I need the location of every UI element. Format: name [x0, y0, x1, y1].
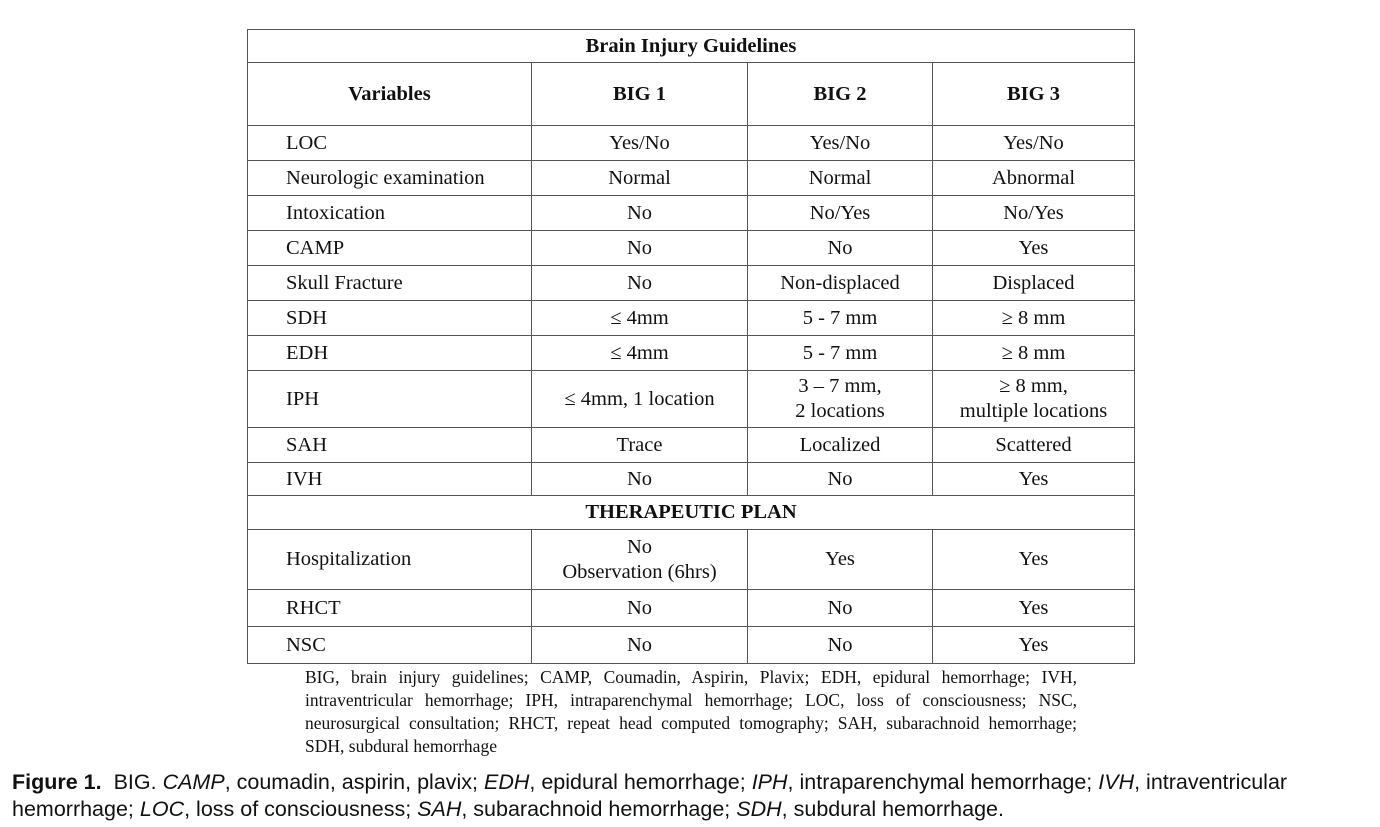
table-row — [248, 161, 1135, 196]
table-cell: 3 – 7 mm, 2 locations — [748, 371, 933, 428]
table-cell: Localized — [748, 428, 933, 463]
table-cell: 5 - 7 mm — [748, 336, 933, 371]
column-header: BIG 3 — [933, 63, 1135, 126]
table-row — [248, 428, 1135, 463]
variable-label: SAH — [248, 428, 532, 463]
variable-label: SDH — [248, 301, 532, 336]
therapeutic-plan-body — [248, 530, 1135, 664]
table-cell: Displaced — [933, 266, 1135, 301]
table-cell: No — [532, 231, 748, 266]
table-cell: Yes — [748, 530, 933, 590]
table-cell: Normal — [748, 161, 933, 196]
caption-terms — [12, 770, 1287, 821]
variables-body — [248, 126, 1135, 496]
column-header: BIG 1 — [532, 63, 748, 126]
variable-label: Hospitalization — [248, 530, 532, 590]
table-cell: ≤ 4mm — [532, 301, 748, 336]
table-cell: Yes — [933, 463, 1135, 496]
table-cell: No — [748, 590, 933, 627]
table-row — [248, 196, 1135, 231]
guidelines-table — [247, 29, 1135, 664]
table-cell: Abnormal — [933, 161, 1135, 196]
variable-label: Neurologic examination — [248, 161, 532, 196]
table-cell: Yes — [933, 590, 1135, 627]
table-row — [248, 627, 1135, 664]
caption-term-abbr: CAMP — [162, 770, 225, 794]
caption-term-abbr: IVH — [1098, 770, 1135, 794]
caption-term-abbr: SDH — [736, 797, 782, 821]
table-row — [248, 463, 1135, 496]
table-cell: No/Yes — [933, 196, 1135, 231]
caption-term-abbr: LOC — [139, 797, 185, 821]
table-cell: No — [532, 463, 748, 496]
variable-label: EDH — [248, 336, 532, 371]
caption-term-abbr: IPH — [751, 770, 788, 794]
table-cell: ≥ 8 mm — [933, 336, 1135, 371]
caption-term-abbr: SAH — [417, 797, 462, 821]
variable-label: NSC — [248, 627, 532, 664]
table-cell: No — [532, 266, 748, 301]
table-cell: Normal — [532, 161, 748, 196]
variable-label: RHCT — [248, 590, 532, 627]
variable-label: LOC — [248, 126, 532, 161]
table-cell: Trace — [532, 428, 748, 463]
table-row — [248, 266, 1135, 301]
table-cell: 5 - 7 mm — [748, 301, 933, 336]
variable-label: IVH — [248, 463, 532, 496]
table-row — [248, 590, 1135, 627]
table-cell: Yes/No — [933, 126, 1135, 161]
caption-term-def: , epidural hemorrhage; — [529, 770, 752, 794]
table-cell: Non-displaced — [748, 266, 933, 301]
table-cell: ≤ 4mm — [532, 336, 748, 371]
table-cell: Yes — [933, 530, 1135, 590]
table-cell: Yes/No — [532, 126, 748, 161]
caption-term-abbr: EDH — [484, 770, 530, 794]
variable-label: Intoxication — [248, 196, 532, 231]
table-cell: No — [532, 627, 748, 664]
table-cell: No/Yes — [748, 196, 933, 231]
variable-label: CAMP — [248, 231, 532, 266]
variable-label: Skull Fracture — [248, 266, 532, 301]
table-cell: No — [748, 231, 933, 266]
table-row — [248, 371, 1135, 428]
table-cell: ≥ 8 mm, multiple locations — [933, 371, 1135, 428]
figure-caption — [12, 769, 1374, 823]
table-cell: Yes/No — [748, 126, 933, 161]
table-cell: No Observation (6hrs) — [532, 530, 748, 590]
table-cell: Yes — [933, 627, 1135, 664]
table-cell: ≤ 4mm, 1 location — [532, 371, 748, 428]
caption-lead: BIG. — [113, 770, 157, 794]
table-title: Brain Injury Guidelines — [248, 30, 1135, 63]
section-title: THERAPEUTIC PLAN — [248, 496, 1135, 530]
variable-label: IPH — [248, 371, 532, 428]
table-cell: No — [748, 627, 933, 664]
table-row — [248, 336, 1135, 371]
caption-term-def: , intraparenchymal hemorrhage; — [787, 770, 1099, 794]
abbreviations-note: BIG, brain injury guidelines; CAMP, Coumadin, Aspirin, Plavix; EDH, epidural hemorrhage; IVH, intraventricular hemorrhage; IPH, intraparenchymal hemorrhage; LOC, loss of consciousness; NSC, neurosurgical consultation; RHCT, repeat head computed tomography; SAH, subarachnoid hemorrhage; SDH, subdural hemorrhage — [305, 667, 1077, 756]
caption-label: Figure 1. — [12, 770, 102, 794]
caption-term-def: , subdural hemorrhage. — [781, 797, 1004, 821]
caption-term-def: , subarachnoid hemorrhage; — [461, 797, 737, 821]
caption-term-def: , loss of consciousness; — [184, 797, 418, 821]
table-cell: No — [532, 196, 748, 231]
table-row — [248, 530, 1135, 590]
table-row — [248, 231, 1135, 266]
table-cell: ≥ 8 mm — [933, 301, 1135, 336]
column-header: Variables — [248, 63, 532, 126]
table-cell: No — [748, 463, 933, 496]
table-cell: No — [532, 590, 748, 627]
table-cell: Scattered — [933, 428, 1135, 463]
table-row — [248, 301, 1135, 336]
caption-term-def: , coumadin, aspirin, plavix; — [224, 770, 484, 794]
caption-term-def: , intraventricular hemorrhage; — [12, 770, 1288, 821]
column-header: BIG 2 — [748, 63, 933, 126]
table-row — [248, 126, 1135, 161]
table-cell: Yes — [933, 231, 1135, 266]
